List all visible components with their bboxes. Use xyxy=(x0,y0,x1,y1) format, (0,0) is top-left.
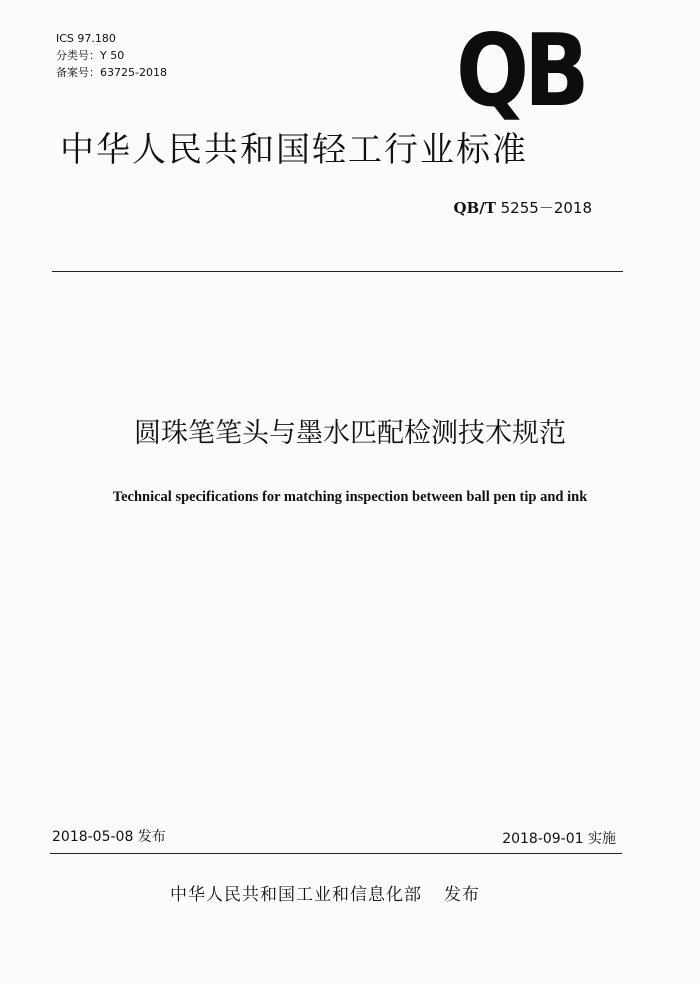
standard-category-title: 中华人民共和国轻工行业标准 xyxy=(60,130,528,170)
document-metadata xyxy=(56,30,167,81)
standard-number xyxy=(453,198,592,218)
classification-number: 分类号：Y 50 xyxy=(56,49,125,62)
issue-date: 2018-05-08 发布 xyxy=(52,829,166,845)
document-title-chinese: 圆珠笔笔头与墨水匹配检测技术规范 xyxy=(134,418,566,449)
bottom-divider xyxy=(50,853,622,854)
filing-number: 备案号：63725-2018 xyxy=(56,66,167,79)
top-divider xyxy=(52,271,623,272)
publisher-action: 发布 xyxy=(444,885,480,905)
document-title-english: Technical specifications for matching inspection between ball pen tip and ink xyxy=(112,489,588,505)
implementation-date: 2018-09-01 实施 xyxy=(502,831,616,847)
standard-prefix: QB/T xyxy=(453,199,496,217)
standard-code: 5255－2018 xyxy=(500,199,592,217)
ics-code: ICS 97.180 xyxy=(56,32,116,45)
publisher-line xyxy=(170,883,480,907)
qb-logo: QB xyxy=(456,12,585,129)
publisher-name: 中华人民共和国工业和信息化部 xyxy=(170,885,422,905)
